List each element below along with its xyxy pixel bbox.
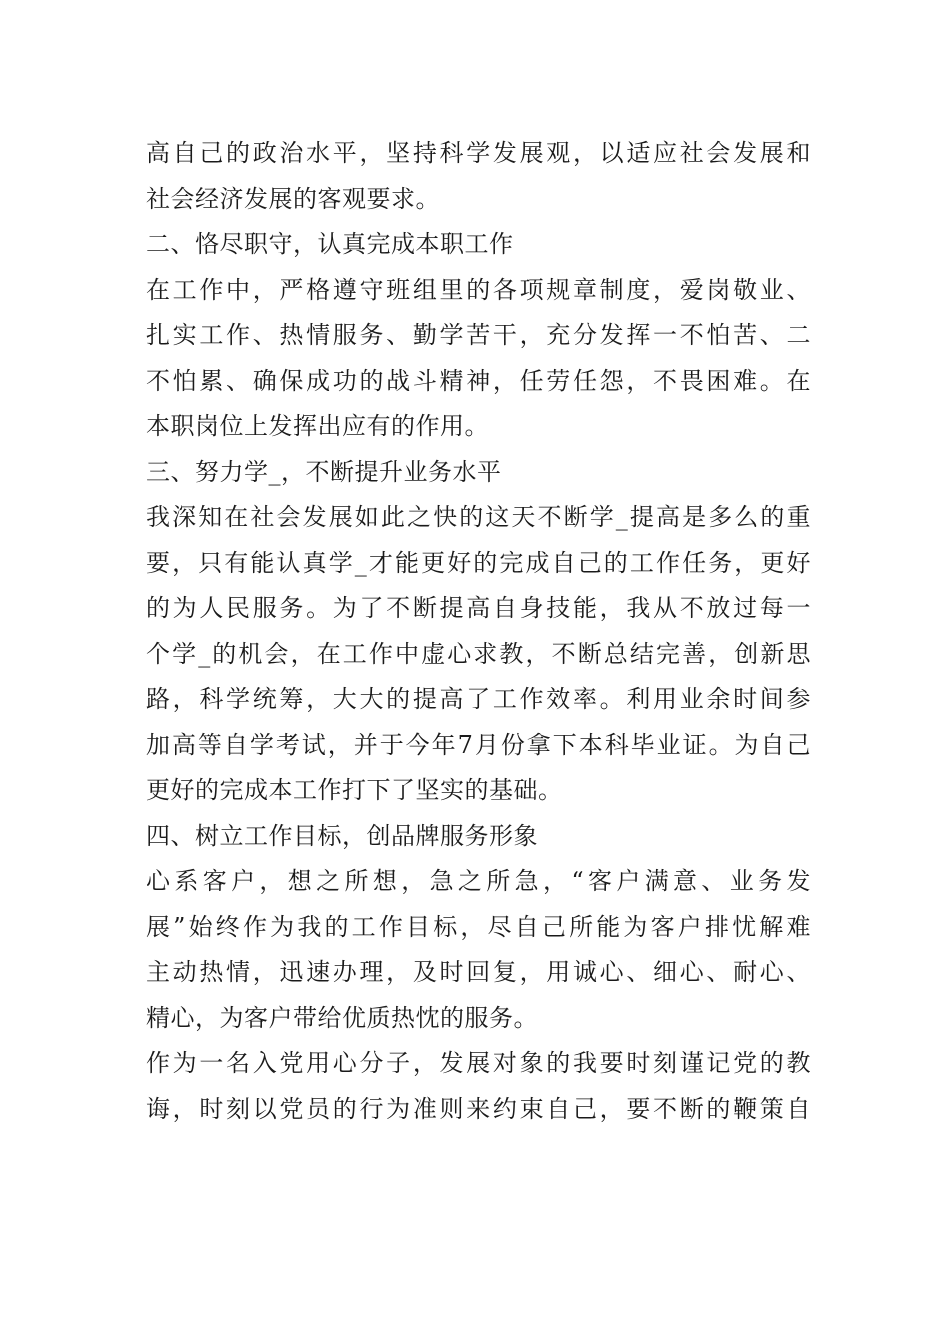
paragraph-line: 我深知在社会发展如此之快的这天不断学_提高是多么的重 [146, 503, 811, 531]
paragraph-line: 路，科学统筹，大大的提高了工作效率。利用业余时间参 [146, 685, 811, 713]
paragraph-line: 加高等自学考试，并于今年7月份拿下本科毕业证。为自己 [146, 730, 811, 759]
paragraph-line: 作为一名入党用心分子，发展对象的我要时刻谨记党的教 [146, 1049, 811, 1077]
section-heading: 四、树立工作目标，创品牌服务形象 [146, 821, 538, 850]
document-body [146, 131, 811, 1132]
paragraph-line: 在工作中，严格遵守班组里的各项规章制度，爱岗敬业、 [146, 275, 811, 304]
paragraph-line: 主动热情，迅速办理，及时回复，用诚心、细心、耐心、 [146, 958, 811, 986]
paragraph-line: 本职岗位上发挥出应有的作用。 [146, 412, 489, 440]
paragraph-line: 更好的完成本工作打下了坚实的基础。 [146, 776, 563, 804]
paragraph-line: 的为人民服务。为了不断提高自身技能，我从不放过每一 [146, 594, 811, 622]
paragraph-line: 高自己的政治水平，坚持科学发展观，以适应社会发展和 [146, 139, 811, 167]
paragraph-line: 精心，为客户带给优质热忱的服务。 [146, 1003, 538, 1032]
paragraph-line: 要，只有能认真学_才能更好的完成自己的工作任务，更好 [146, 548, 811, 577]
section-heading: 二、恪尽职守，认真完成本职工作 [146, 230, 514, 258]
paragraph-line: 不怕累、确保成功的战斗精神，任劳任怨，不畏困难。在 [146, 366, 811, 395]
paragraph-line: 诲，时刻以党员的行为准则来约束自己，要不断的鞭策自 [146, 1094, 811, 1123]
paragraph-line: 扎实工作、热情服务、勤学苦干，充分发挥一不怕苦、二 [146, 321, 811, 349]
paragraph-line: 展”始终作为我的工作目标，尽自己所能为客户排忧解难 [146, 912, 811, 941]
paragraph-line: 心系客户，想之所想，急之所急，“客户满意、业务发 [146, 867, 811, 895]
section-heading: 三、努力学_，不断提升业务水平 [146, 457, 502, 486]
paragraph-line: 社会经济发展的客观要求。 [146, 184, 440, 213]
paragraph-line: 个学_的机会，在工作中虚心求教，不断总结完善，创新思 [146, 639, 811, 668]
